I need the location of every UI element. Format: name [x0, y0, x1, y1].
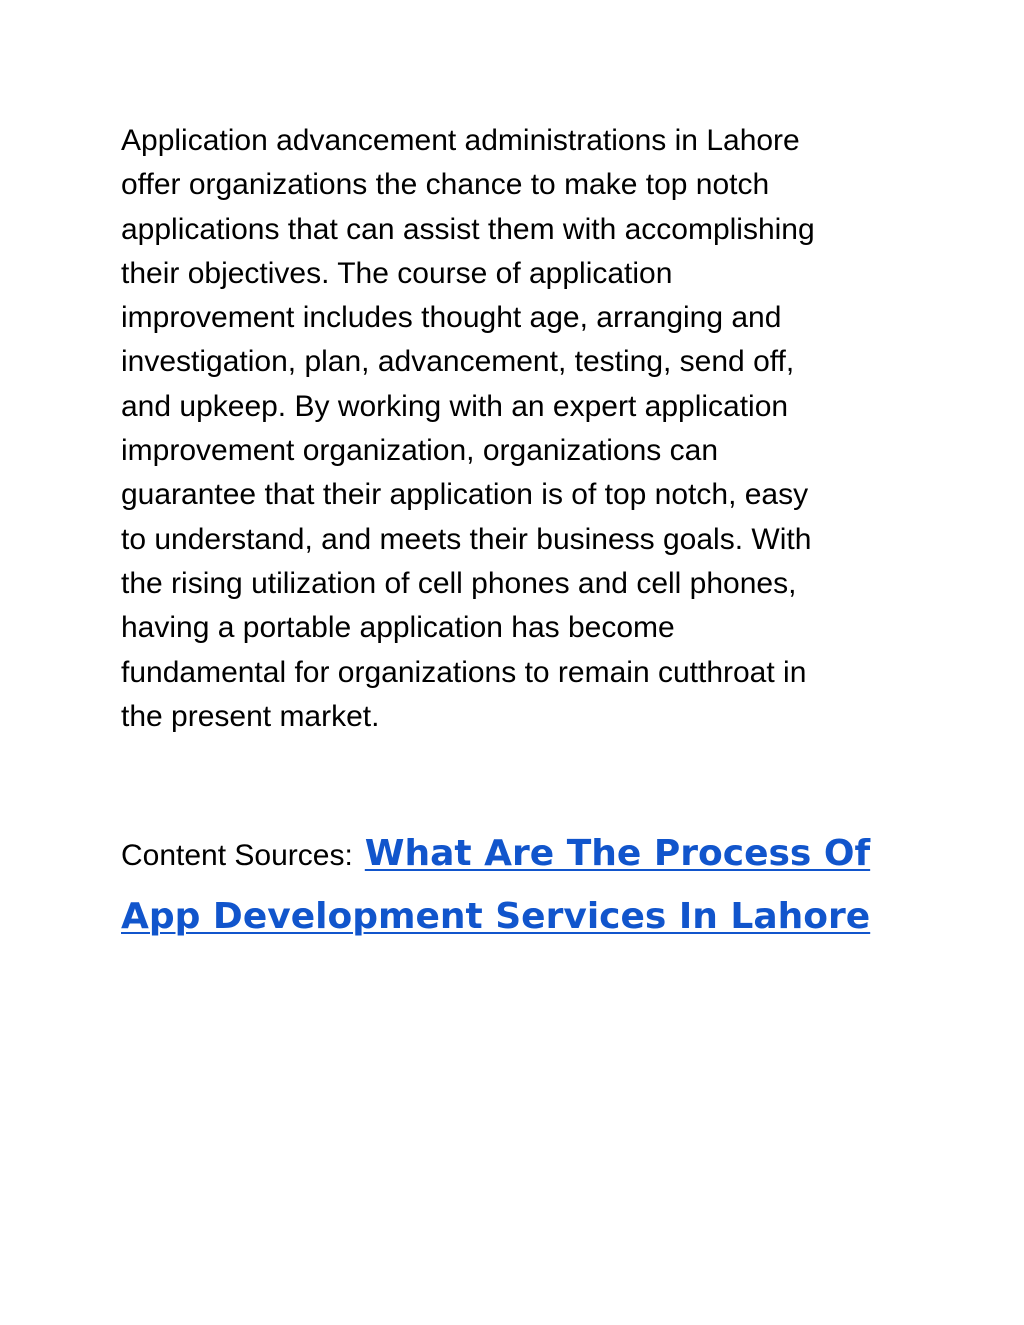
content-sources-link[interactable]: What Are The Process Of App Development Services In Lahore [121, 833, 871, 937]
content-sources-label: Content Sources: [121, 839, 353, 872]
body-paragraph: Application advancement administrations in Lahore offer organizations the chance to make top notch applications that can assist them with accomplishing their objectives. The course of application improvement includes thought age, arranging and investigation, plan, advancement, testing, send off, and upkeep. By working with an expert application improvement organization, organizations can guarantee that their application is of top notch, easy to understand, and meets their business goals. With the rising utilization of cell phones and cell phones, having a portable application has become fundamental for organizations to remain cutthroat in the present market. [121, 124, 815, 733]
content-sources [121, 826, 911, 952]
